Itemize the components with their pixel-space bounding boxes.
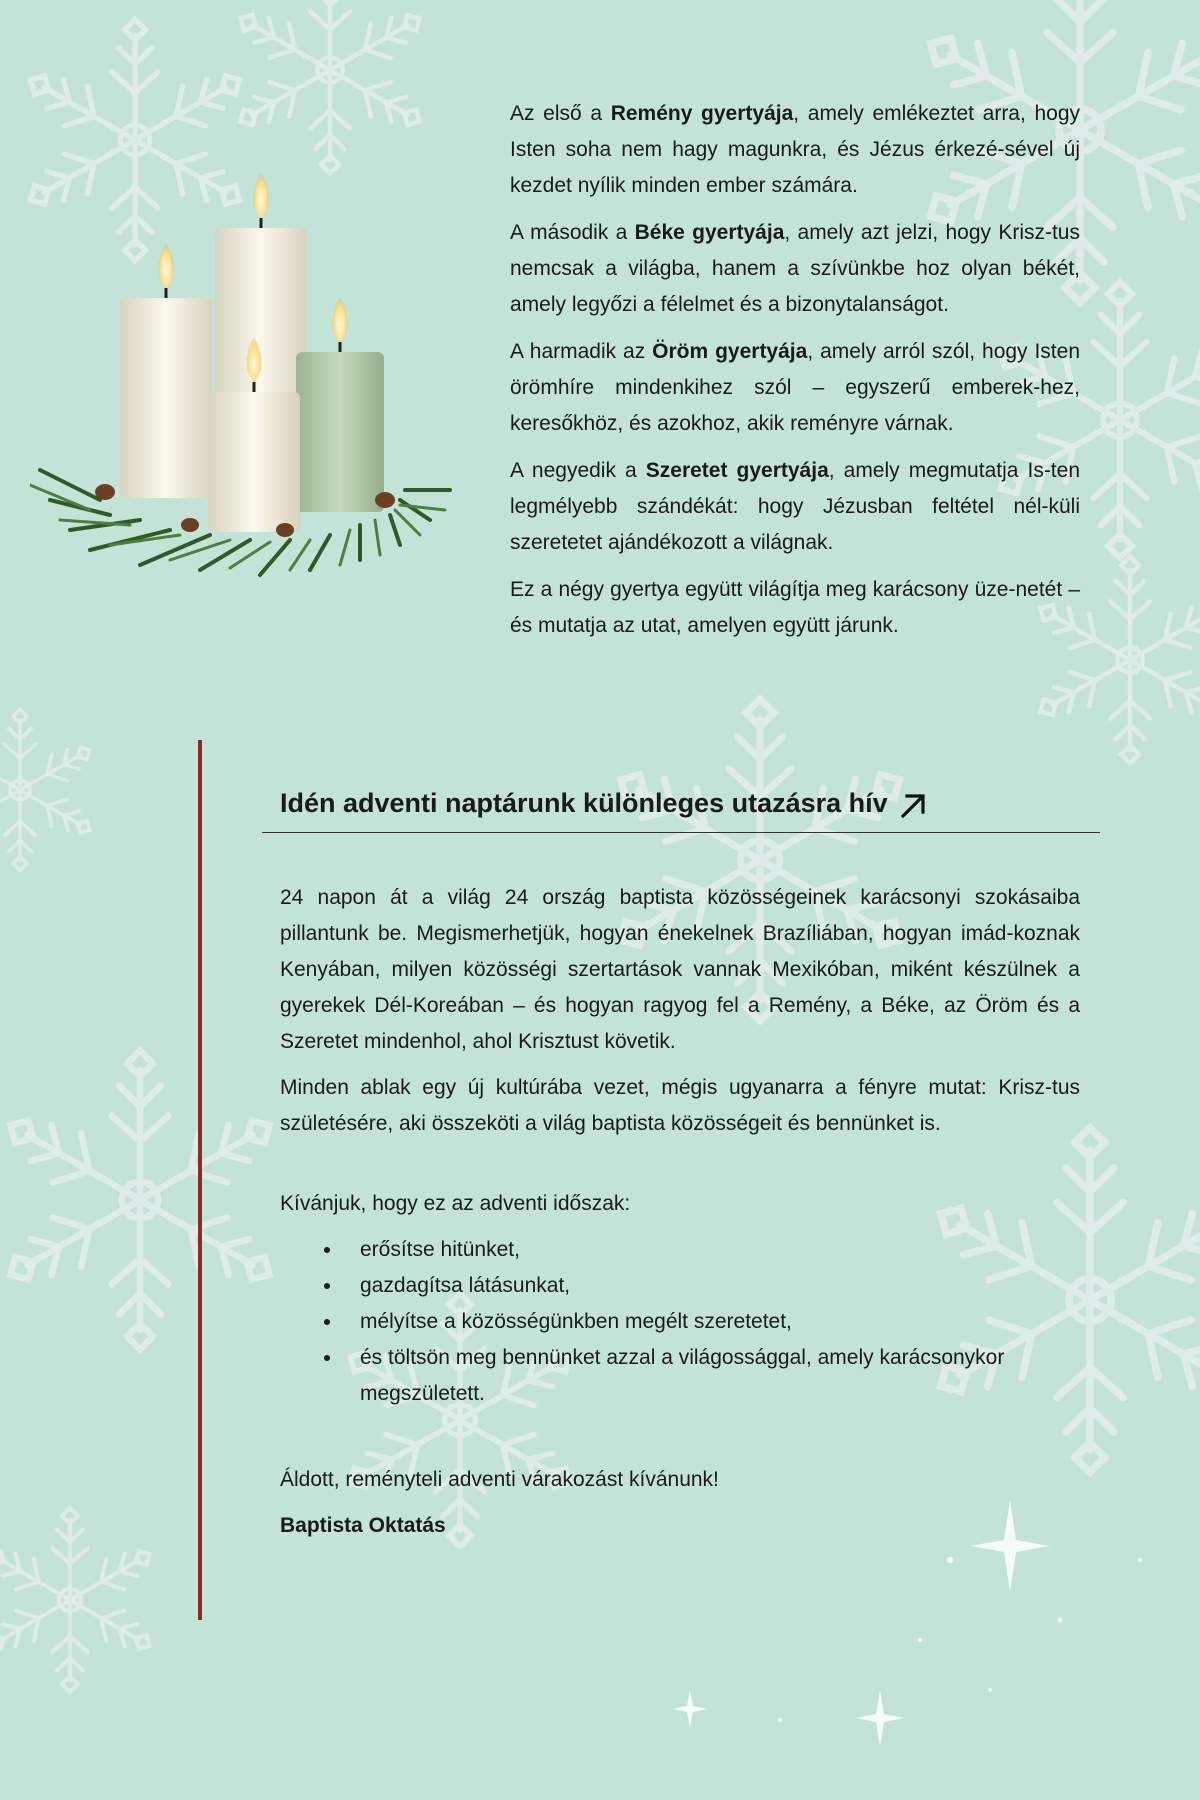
hope-candle-paragraph: Az első a Remény gyertyája, amely emlékeztet arra, hogy Isten soha nem hagy magunkra, és Jézus érkezé-sével új kezdet nyílik minden ember számára. <box>510 102 1081 197</box>
peace-candle-label: Béke gyertyája <box>634 221 785 244</box>
signature: Baptista Oktatás <box>280 1514 446 1537</box>
advent-candles-image <box>30 170 460 590</box>
candle-meaning-intro <box>510 96 1080 655</box>
joy-candle-label: Öröm gyertyája <box>652 340 808 363</box>
calendar-paragraph-2: Minden ablak egy új kultúrába vezet, mégis ugyanarra a fényre mutat: Krisz-tus születésére, aki összeköti a világ baptista közösségeit és bennünket is. <box>280 1076 1080 1135</box>
list-item: erősítse hitünket, <box>360 1232 1080 1268</box>
advent-calendar-description <box>280 880 1080 1554</box>
list-item: és töltsön meg bennünket azzal a világossággal, amely karácsonykor megszületett. <box>360 1340 1080 1412</box>
arrow-up-right-icon[interactable] <box>898 790 928 820</box>
accent-bar <box>198 740 202 1620</box>
section-title[interactable] <box>280 780 1100 826</box>
calendar-paragraph-1: 24 napon át a világ 24 ország baptista közösségeinek karácsonyi szokásaiba pillantunk be. Megismerhetjük, hogyan énekelnek Brazíliában, hogyan imád-koznak Kenyában, milyen közösségi szertartások vannak Mexikóban, miként készülnek a gyerekek Dél-Koreában – és hogyan ragyog fel a Remény, a Béke, az Öröm és a Szeretet mindenhol, ahol Krisztust követik. <box>280 886 1080 1053</box>
list-item: gazdagítsa látásunkat, <box>360 1268 1080 1304</box>
hope-candle-label: Remény gyertyája <box>610 102 794 125</box>
list-item: mélyítse a közösségünkben megélt szeretetet, <box>360 1304 1080 1340</box>
joy-candle-paragraph: A harmadik az Öröm gyertyája, amely arról szól, hogy Isten örömhíre mindenkihez szól – egyszerű emberek-hez, keresőkhöz, és azokhoz, akik reményre várnak. <box>510 340 1080 435</box>
love-candle-label: Szeretet gyertyája <box>645 459 829 482</box>
section-title-text: Idén adventi naptárunk különleges utazásra hív <box>280 788 888 818</box>
wish-intro: Kívánjuk, hogy ez az adventi időszak: <box>280 1192 631 1215</box>
love-candle-paragraph: A negyedik a Szeretet gyertyája, amely megmutatja Is-ten legmélyebb szándékát: hogy Jézusban feltétel nél-küli szeretetet ajándékozott a világnak. <box>510 459 1081 554</box>
title-divider <box>262 832 1100 833</box>
peace-candle-paragraph: A második a Béke gyertyája, amely azt jelzi, hogy Krisz-tus nemcsak a világba, hanem a szívünkbe hoz olyan békét, amely legyőzi a félelmet és a bizonytalanságot. <box>510 221 1080 316</box>
wish-list <box>280 1232 1080 1412</box>
blessing-text: Áldott, reményteli adventi várakozást kívánunk! <box>280 1468 719 1491</box>
four-candles-summary: Ez a négy gyertya együtt világítja meg karácsony üze-netét – és mutatja az utat, amelyen együtt járunk. <box>510 578 1080 637</box>
